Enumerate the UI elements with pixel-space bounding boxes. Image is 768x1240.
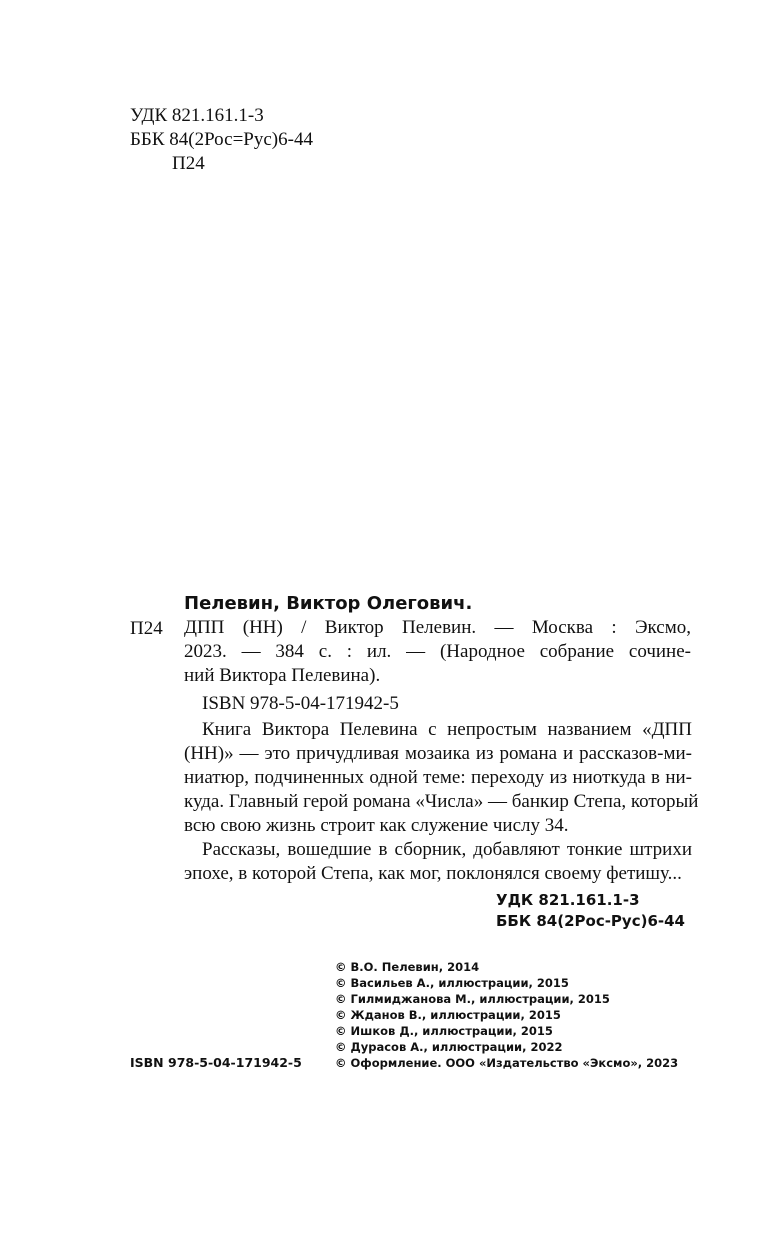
- annotation-line: куда. Главный герой романа «Числа» — банкир Степа, который: [184, 791, 699, 812]
- copyright-line: © Оформление. ООО «Издательство «Эксмо», 2023: [335, 1056, 679, 1070]
- copyright-line: © В.О. Пелевин, 2014: [335, 960, 480, 974]
- annotation-line: эпохе, в которой Степа, как мог, поклонялся своему фетишу...: [184, 863, 682, 884]
- annotation-paragraph-1: [184, 718, 699, 838]
- author-heading: Пелевин, Виктор Олегович.: [184, 593, 473, 614]
- record-isbn: ISBN 978-5-04-171942-5: [202, 693, 399, 714]
- copyright-line: © Васильев А., иллюстрации, 2015: [335, 976, 569, 990]
- bbk-code: ББК 84(2Рос=Рус)6-44: [130, 129, 313, 150]
- bbk-code-repeat: ББК 84(2Рос-Рус)6-44: [496, 912, 685, 930]
- copyright-block: [335, 959, 678, 1071]
- copyright-line: © Жданов В., иллюстрации, 2015: [335, 1008, 561, 1022]
- annotation-line: Книга Виктора Пелевина с непростым названием «ДПП: [202, 719, 692, 740]
- record-line: ДПП (НН) / Виктор Пелевин. — Москва : Эксмо,: [184, 617, 691, 638]
- copyright-line: © Дурасов А., иллюстрации, 2022: [335, 1040, 563, 1054]
- author-mark: П24: [172, 153, 205, 174]
- udk-code: УДК 821.161.1-3: [130, 105, 264, 126]
- annotation-line: ниатюр, подчиненных одной теме: переходу из ниоткуда в ни-: [184, 767, 692, 788]
- record-description: [184, 616, 691, 688]
- annotation-line: Рассказы, вошедшие в сборник, добавляют тонкие штрихи: [202, 839, 692, 860]
- udk-code-repeat: УДК 821.161.1-3: [496, 891, 640, 909]
- copyright-line: © Гилмиджанова М., иллюстрации, 2015: [335, 992, 610, 1006]
- copyright-line: © Ишков Д., иллюстрации, 2015: [335, 1024, 553, 1038]
- copyright-isbn: ISBN 978-5-04-171942-5: [130, 1055, 302, 1070]
- annotation-line: (НН)» — это причудливая мозаика из романа и рассказов-ми-: [184, 743, 692, 764]
- annotation-line: всю свою жизнь строит как служение числу 34.: [184, 815, 569, 836]
- record-line: ний Виктора Пелевина).: [184, 665, 381, 686]
- record-mark: П24: [130, 618, 163, 639]
- annotation-paragraph-2: [184, 838, 692, 886]
- record-line: 2023. — 384 с. : ил. — (Народное собрание сочине-: [184, 641, 691, 662]
